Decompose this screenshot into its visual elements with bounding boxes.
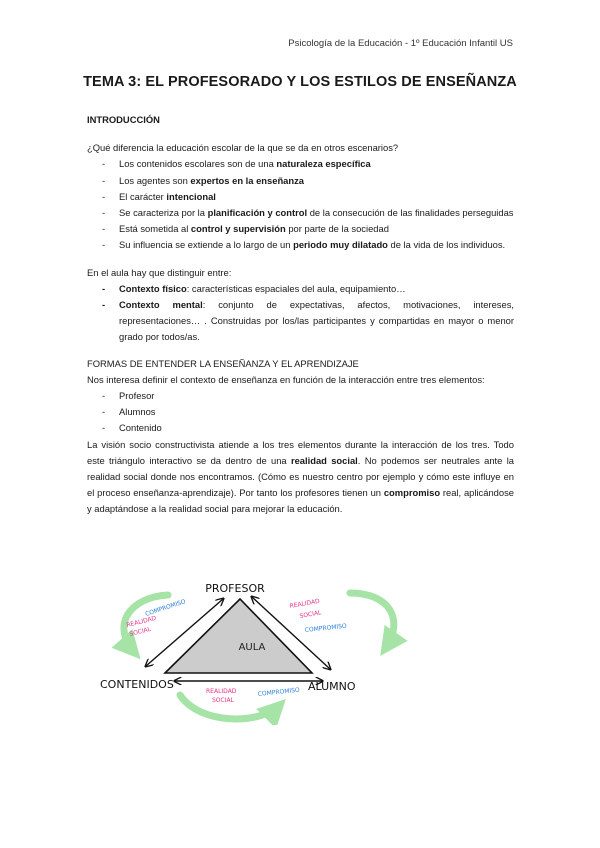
page-title: TEMA 3: EL PROFESORADO Y LOS ESTILOS DE ENSEÑANZA bbox=[83, 74, 517, 90]
list-item: - El carácter intencional bbox=[87, 189, 514, 205]
left-social-label: SOCIAL bbox=[128, 625, 152, 638]
list-item: - Los agentes son expertos en la enseñanza bbox=[87, 173, 514, 189]
list-item: - Alumnos bbox=[87, 404, 514, 420]
intro-list bbox=[87, 156, 514, 253]
aula-intro: En el aula hay que distinguir entre: bbox=[87, 266, 232, 278]
right-social-label: SOCIAL bbox=[299, 609, 322, 620]
cycle-arrow-right bbox=[350, 593, 394, 649]
bottom-realidad-label: REALIDAD bbox=[206, 688, 237, 695]
formas-intro: Nos interesa definir el contexto de enseñanza en función de la interacción entre tres elementos: bbox=[87, 373, 485, 385]
list-item: - Los contenidos escolares son de una naturaleza específica bbox=[87, 156, 514, 172]
list-item: - Se caracteriza por la planificación y control de la consecución de las finalidades perseguidas bbox=[87, 205, 514, 221]
node-contenidos: CONTENIDOS bbox=[100, 678, 174, 691]
bottom-social-label: SOCIAL bbox=[212, 697, 234, 704]
bottom-compromiso-label: COMPROMISO bbox=[257, 686, 301, 698]
aula-label: AULA bbox=[238, 642, 266, 653]
page-header: Psicología de la Educación - 1º Educación Infantil US bbox=[288, 38, 513, 49]
intro-heading: INTRODUCCIÓN bbox=[87, 114, 160, 125]
aula-list bbox=[87, 281, 514, 346]
right-realidad-label: REALIDAD bbox=[289, 597, 321, 610]
list-item: - Está sometida al control y supervisión por parte de la sociedad bbox=[87, 221, 514, 237]
list-item: - Profesor bbox=[87, 388, 514, 404]
list-item: - Contexto mental: conjunto de expectativas, afectos, motivaciones, intereses, representaciones… . Construidas por los/las participantes y compartidas en mayor o menor grado por todos/as. bbox=[87, 297, 514, 346]
interaction-triangle-diagram bbox=[90, 575, 520, 725]
formas-heading: FORMAS DE ENTENDER LA ENSEÑANZA Y EL APRENDIZAJE bbox=[87, 357, 359, 369]
node-profesor: PROFESOR bbox=[205, 582, 265, 595]
aula-triangle bbox=[165, 599, 312, 673]
list-item: - Contexto físico: características espaciales del aula, equipamiento… bbox=[87, 281, 514, 297]
list-item: - Su influencia se extiende a lo largo de un periodo muy dilatado de la vida de los individuos. bbox=[87, 237, 514, 253]
document-body bbox=[87, 112, 514, 518]
list-item: - Contenido bbox=[87, 420, 514, 436]
intro-question: ¿Qué diferencia la educación escolar de la que se da en otros escenarios? bbox=[87, 142, 399, 154]
left-realidad-label: REALIDAD bbox=[125, 614, 158, 629]
formas-list bbox=[87, 388, 514, 437]
right-compromiso-label: COMPROMISO bbox=[304, 622, 348, 634]
node-alumno: ALUMNO bbox=[308, 680, 356, 693]
left-compromiso-label: COMPROMISO bbox=[144, 598, 187, 618]
formas-paragraph: La visión socio constructivista atiende a los tres elementos durante la interacción de los tres. Todo este triángulo interactivo se da dentro de una realidad social. No podemos ser neutrales ante la realidad social donde nos encontramos. (Cómo es nuestro centro por ejemplo y cómo este influye en el proceso enseñanza-aprendizaje). Por tanto los profesores tienen un compromiso real, aplicándose y adaptándose a la realidad social para mejorar la educación. bbox=[87, 438, 514, 515]
